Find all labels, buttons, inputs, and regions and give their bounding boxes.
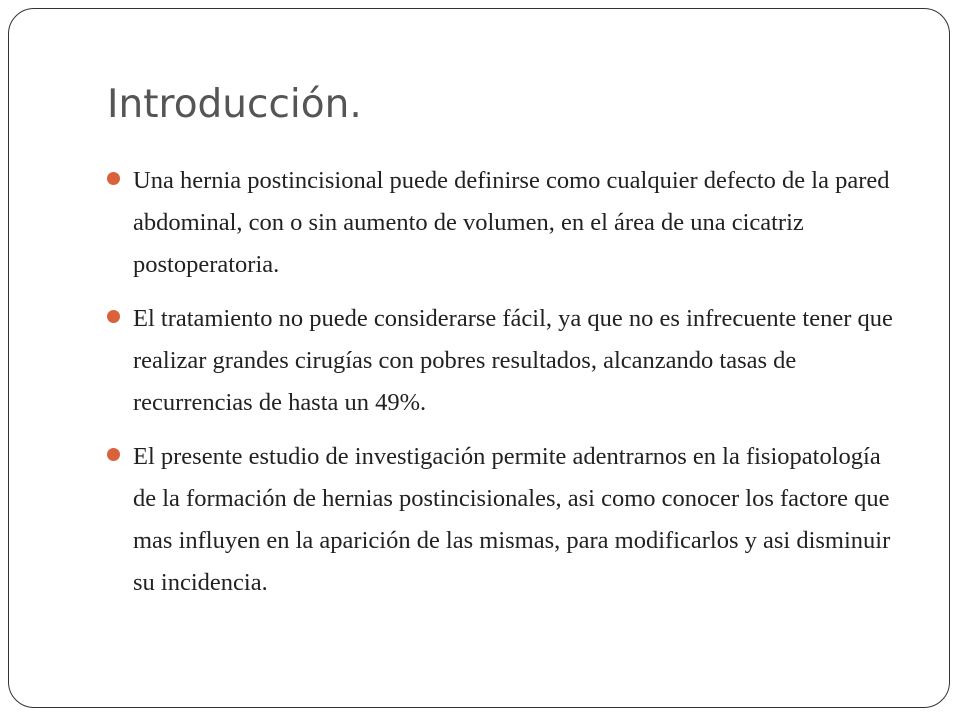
bullet-dot-icon [107, 172, 120, 185]
bullet-dot-icon [107, 448, 120, 461]
bullet-text: El tratamiento no puede considerarse fácil, ya que no es infrecuente tener que realizar grandes cirugías con pobres resultados, alcanzando tasas de recurrencias de hasta un 49%. [133, 305, 893, 416]
list-item [107, 160, 907, 286]
bullet-dot-icon [107, 310, 120, 323]
list-item [107, 298, 907, 424]
slide-title: Introducción. [107, 82, 362, 127]
bullet-text: Una hernia postincisional puede definirse como cualquier defecto de la pared abdominal, con o sin aumento de volumen, en el área de una cicatriz postoperatoria. [133, 167, 890, 278]
bullet-list [107, 160, 907, 616]
list-item [107, 436, 907, 604]
bullet-text: El presente estudio de investigación permite adentrarnos en la fisiopatología de la formación de hernias postincisionales, asi como conocer los factore que mas influyen en la aparición de las mismas, para modificarlos y asi disminuir su incidencia. [133, 443, 891, 596]
